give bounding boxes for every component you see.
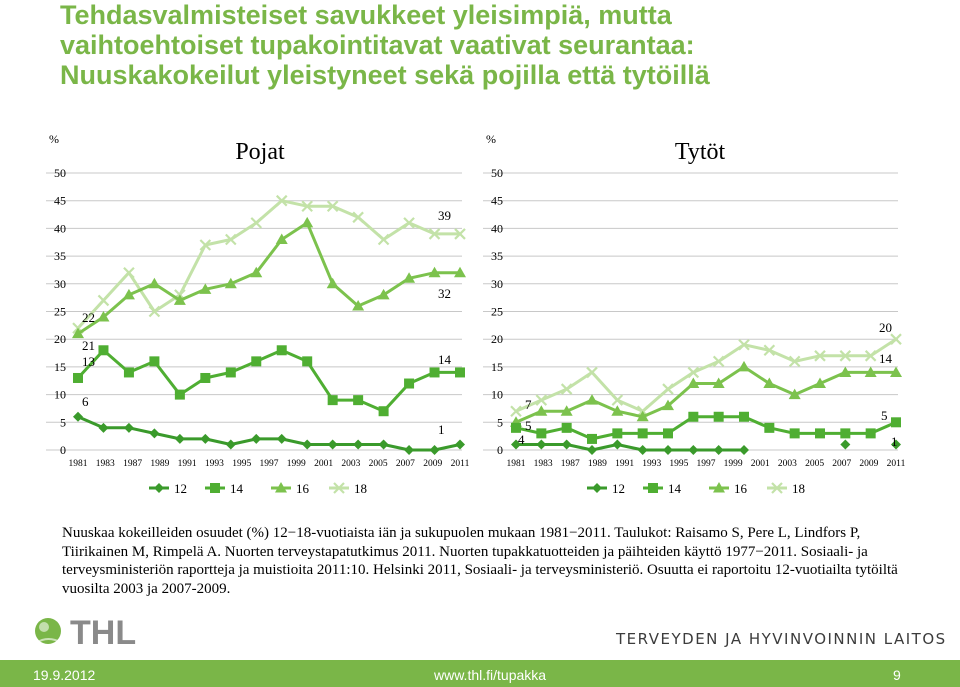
- y-tick-label: 40: [491, 221, 503, 236]
- footer-page: 9: [893, 667, 901, 683]
- data-point-14: [98, 345, 108, 355]
- data-label: 22: [82, 310, 95, 325]
- x-tick-label: 1989: [150, 459, 170, 469]
- data-point-12: [124, 423, 134, 433]
- data-label: 4: [518, 432, 525, 447]
- thl-logo: [30, 607, 170, 651]
- data-point-12: [73, 412, 83, 422]
- data-label: 5: [881, 408, 888, 423]
- data-point-12: [328, 439, 338, 449]
- data-point-16: [738, 361, 750, 372]
- data-point-12: [587, 445, 597, 455]
- legend-label: 14: [668, 481, 681, 496]
- data-point-14: [404, 379, 414, 389]
- data-point-14: [536, 428, 546, 438]
- y-tick-label: 15: [491, 359, 503, 374]
- data-point-12: [663, 445, 673, 455]
- y-tick-label: 20: [491, 332, 503, 347]
- institute-name: TERVEYDEN JA HYVINVOINNIN LAITOS: [616, 630, 947, 648]
- legend-label: 18: [792, 481, 805, 496]
- data-point-14: [587, 434, 597, 444]
- series-line-12: [78, 417, 460, 450]
- data-point-16: [301, 217, 313, 228]
- legend-marker-14: [648, 483, 658, 493]
- series-line-12: [516, 445, 896, 451]
- data-point-14: [663, 428, 673, 438]
- x-tick-label: 2001: [314, 459, 334, 469]
- data-label: 20: [879, 320, 892, 335]
- data-point-14: [200, 373, 210, 383]
- data-point-14: [226, 367, 236, 377]
- y-tick-label: 25: [54, 304, 66, 319]
- x-tick-label: 1983: [533, 459, 553, 469]
- legend-marker-12: [154, 483, 164, 493]
- data-point-14: [149, 356, 159, 366]
- y-tick-label: 20: [54, 332, 66, 347]
- x-tick-label: 2003: [341, 459, 361, 469]
- series-line-14: [78, 350, 460, 411]
- data-point-14: [739, 412, 749, 422]
- data-point-12: [226, 439, 236, 449]
- data-point-14: [430, 367, 440, 377]
- x-tick-label: 2011: [450, 459, 470, 469]
- data-point-14: [688, 412, 698, 422]
- x-tick-label: 1987: [560, 459, 580, 469]
- data-label: 39: [438, 208, 451, 223]
- data-point-12: [353, 439, 363, 449]
- data-point-18: [124, 268, 134, 278]
- x-tick-label: 2005: [368, 459, 388, 469]
- title-line: Nuuskakokeilut yleistyneet sekä pojilla että tytöillä: [60, 60, 710, 90]
- y-axis-unit: %: [49, 132, 59, 146]
- x-tick-label: 2007: [832, 459, 852, 469]
- data-label: 14: [438, 352, 451, 367]
- data-point-12: [200, 434, 210, 444]
- data-point-14: [612, 428, 622, 438]
- x-tick-label: 2007: [395, 459, 415, 469]
- x-tick-label: 1999: [723, 459, 743, 469]
- data-point-12: [612, 439, 622, 449]
- y-tick-label: 45: [491, 193, 503, 208]
- x-tick-label: 1991: [177, 459, 197, 469]
- footer-date: 19.9.2012: [33, 667, 96, 683]
- x-tick-label: 2009: [423, 459, 443, 469]
- x-tick-label: 1981: [506, 459, 526, 469]
- title-line: vaihtoehtoiset tupakointitavat vaativat seurantaa:: [60, 30, 695, 60]
- data-point-14: [455, 367, 465, 377]
- data-point-14: [714, 412, 724, 422]
- x-tick-label: 2009: [859, 459, 879, 469]
- data-point-14: [866, 428, 876, 438]
- data-point-12: [251, 434, 261, 444]
- data-point-12: [175, 434, 185, 444]
- x-tick-label: 1995: [232, 459, 252, 469]
- footer-bar: [0, 660, 960, 687]
- chart-title: Tytöt: [674, 139, 726, 165]
- y-tick-label: 10: [491, 387, 503, 402]
- y-tick-label: 35: [491, 249, 503, 264]
- data-label: 1: [891, 434, 898, 449]
- data-point-16: [327, 278, 339, 289]
- data-point-14: [790, 428, 800, 438]
- data-label: 6: [82, 394, 89, 409]
- x-tick-label: 1993: [204, 459, 224, 469]
- title-line: Tehdasvalmisteiset savukkeet yleisimpiä, mutta: [60, 0, 672, 30]
- y-tick-label: 0: [60, 443, 66, 457]
- x-tick-label: 1993: [642, 459, 662, 469]
- y-tick-label: 5: [60, 415, 66, 430]
- x-tick-label: 2001: [750, 459, 770, 469]
- chart-title: Pojat: [235, 139, 285, 165]
- x-tick-label: 1997: [696, 459, 716, 469]
- data-label: 1: [438, 422, 445, 437]
- y-tick-label: 5: [497, 415, 503, 430]
- data-point-14: [302, 356, 312, 366]
- y-tick-label: 50: [54, 166, 66, 180]
- x-tick-label: 1989: [587, 459, 607, 469]
- legend-label: 12: [174, 481, 187, 496]
- data-point-12: [562, 439, 572, 449]
- x-tick-label: 1987: [123, 459, 143, 469]
- y-tick-label: 30: [491, 276, 503, 291]
- legend-label: 16: [734, 481, 747, 496]
- data-point-14: [73, 373, 83, 383]
- source-caption: Nuuskaa kokeilleiden osuudet (%) 12−18-vuotiaista iän ja sukupuolen mukaan 1981−2011. Taulukot: Raisamo S, Pere L, Lindfors P, Tiirikainen M, Rimpelä A. Nuorten terveystapatutkimus 2011. Nuorten tupakkatuotteiden ja päihteiden käyttö 1977−2011. Sosiaali- ja terveysministeriön raportteja ja muistioita 2011:10. Helsinki 2011, Sosiaali- ja terveysministeriö. Osuutta ei raportoitu 12-vuotiailta tytöiltä vuosilta 2003 ja 2007-2009.: [62, 525, 898, 597]
- data-point-12: [536, 439, 546, 449]
- data-point-12: [98, 423, 108, 433]
- data-point-14: [277, 345, 287, 355]
- footer-url: www.thl.fi/tupakka: [434, 667, 547, 683]
- y-tick-label: 0: [497, 443, 503, 457]
- data-point-12: [739, 445, 749, 455]
- y-tick-label: 10: [54, 387, 66, 402]
- x-tick-label: 1981: [68, 459, 88, 469]
- legend-marker-14: [210, 483, 220, 493]
- data-point-16: [148, 278, 160, 289]
- y-axis-unit: %: [486, 132, 496, 146]
- y-tick-label: 35: [54, 249, 66, 264]
- data-label: 13: [82, 354, 95, 369]
- y-tick-label: 25: [491, 304, 503, 319]
- data-point-14: [124, 367, 134, 377]
- data-point-12: [688, 445, 698, 455]
- series-line-16: [78, 223, 460, 334]
- data-point-18: [251, 218, 261, 228]
- legend-label: 18: [354, 481, 367, 496]
- data-point-18: [98, 295, 108, 305]
- x-tick-label: 1983: [95, 459, 115, 469]
- data-point-14: [175, 390, 185, 400]
- legend-label: 16: [296, 481, 309, 496]
- data-point-14: [891, 417, 901, 427]
- data-point-14: [328, 395, 338, 405]
- data-point-18: [663, 384, 673, 394]
- data-point-12: [277, 434, 287, 444]
- thl-logo-text: THL: [70, 614, 137, 651]
- y-tick-label: 30: [54, 276, 66, 291]
- data-point-16: [586, 394, 598, 405]
- legend-label: 14: [230, 481, 243, 496]
- x-tick-label: 1991: [615, 459, 635, 469]
- data-label: 7: [525, 397, 532, 412]
- y-tick-label: 40: [54, 221, 66, 236]
- data-point-14: [251, 356, 261, 366]
- legend-label: 12: [612, 481, 625, 496]
- data-label: 14: [879, 351, 892, 366]
- data-point-12: [455, 439, 465, 449]
- data-label: 21: [82, 338, 95, 353]
- data-point-14: [638, 428, 648, 438]
- series-line-14: [516, 417, 896, 439]
- y-tick-label: 15: [54, 359, 66, 374]
- data-point-18: [587, 367, 597, 377]
- data-point-12: [714, 445, 724, 455]
- data-point-12: [840, 439, 850, 449]
- data-point-14: [764, 423, 774, 433]
- data-point-14: [379, 406, 389, 416]
- data-label: 32: [438, 286, 451, 301]
- x-tick-label: 1995: [669, 459, 689, 469]
- legend-marker-12: [592, 483, 602, 493]
- x-tick-label: 2005: [805, 459, 825, 469]
- data-point-12: [379, 439, 389, 449]
- data-point-12: [302, 439, 312, 449]
- y-tick-label: 45: [54, 193, 66, 208]
- data-point-14: [815, 428, 825, 438]
- x-tick-label: 2011: [886, 459, 906, 469]
- data-point-12: [404, 445, 414, 455]
- x-tick-label: 2003: [777, 459, 797, 469]
- data-point-12: [638, 445, 648, 455]
- data-point-12: [149, 428, 159, 438]
- data-point-12: [430, 445, 440, 455]
- series-line-18: [78, 201, 460, 328]
- y-tick-label: 50: [491, 166, 503, 180]
- data-point-14: [353, 395, 363, 405]
- x-tick-label: 1997: [259, 459, 279, 469]
- data-point-18: [379, 234, 389, 244]
- data-label: 5: [525, 418, 532, 433]
- data-point-14: [562, 423, 572, 433]
- data-point-14: [840, 428, 850, 438]
- x-tick-label: 1999: [286, 459, 306, 469]
